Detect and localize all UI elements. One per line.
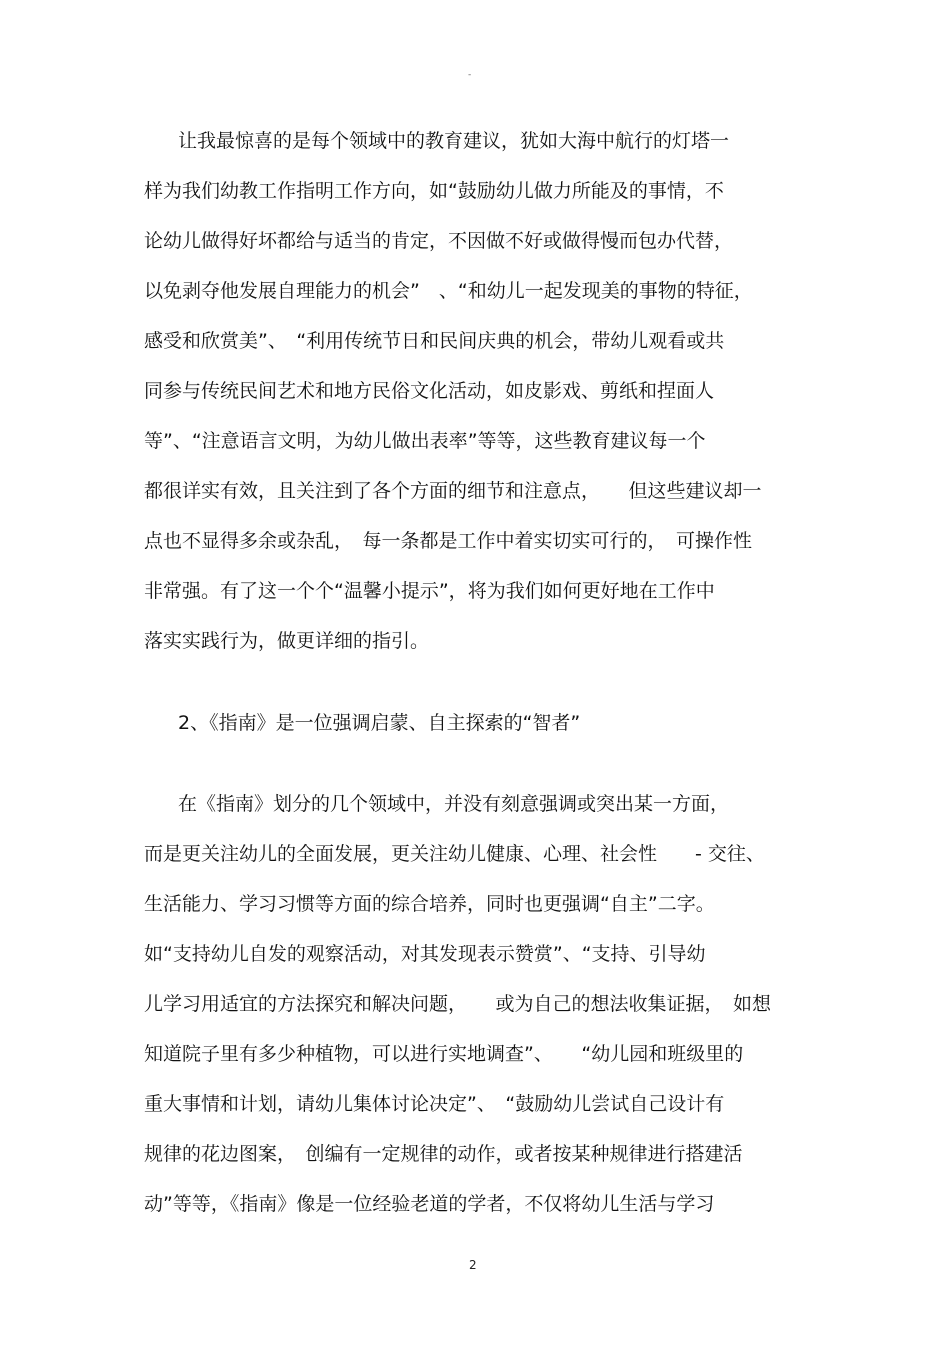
header-mark: - [468,70,472,80]
paragraph-line: 儿学习用适宜的方法探究和解决问题， 或为自己的想法收集证据， 如想 [144,993,772,1015]
paragraph-line: 重大事情和计划，请幼儿集体讨论决定”、 “鼓励幼儿尝试自己设计有 [144,1093,725,1115]
paragraph-line: 感受和欣赏美”、 “利用传统节日和民间庆典的机会，带幼儿观看或共 [144,330,725,352]
page-number: 2 [469,1258,477,1272]
paragraph-line: 以免剥夺他发展自理能力的机会” 、“和幼儿一起发现美的事物的特征， [144,280,753,302]
paragraph-1 [144,128,844,678]
paragraph-line: 非常强。有了这一个个“温馨小提示”，将为我们如何更好地在工作中 [144,580,715,602]
paragraph-line: 落实实践行为，做更详细的指引。 [144,630,430,652]
paragraph-2 [144,791,844,1241]
paragraph-line: 生活能力、学习习惯等方面的综合培养，同时也更强调“自主”二字。 [144,893,715,915]
paragraph-line: 让我最惊喜的是每个领域中的教育建议，犹如大海中航行的灯塔一 [178,130,730,152]
paragraph-line: 同参与传统民间艺术和地方民俗文化活动，如皮影戏、剪纸和捏面人 [144,380,715,402]
section-heading: 2、《指南》是一位强调启蒙、自主探索的“智者” [178,712,581,734]
paragraph-line: 等”、“注意语言文明，为幼儿做出表率”等等，这些教育建议每一个 [144,430,706,452]
paragraph-line: 在《指南》划分的几个领域中，并没有刻意强调或突出某一方面， [178,793,730,815]
paragraph-line: 论幼儿做得好坏都给与适当的肯定，不因做不好或做得慢而包办代替， [144,230,734,252]
paragraph-line: 动”等等，《指南》像是一位经验老道的学者，不仅将幼儿生活与学习 [144,1193,715,1215]
paragraph-line: 样为我们幼教工作指明工作方向，如“鼓励幼儿做力所能及的事情，不 [144,180,724,202]
paragraph-line: 而是更关注幼儿的全面发展，更关注幼儿健康、心理、社会性 - 交往、 [144,843,765,865]
paragraph-line: 知道院子里有多少种植物，可以进行实地调查”、 “幼儿园和班级里的 [144,1043,744,1065]
paragraph-line: 如“支持幼儿自发的观察活动，对其发现表示赞赏”、“支持、引导幼 [144,943,706,965]
paragraph-line: 点也不显得多余或杂乱， 每一条都是工作中着实切实可行的， 可操作性 [144,530,753,552]
paragraph-line: 规律的花边图案， 创编有一定规律的动作，或者按某种规律进行搭建活 [144,1143,743,1165]
paragraph-line: 都很详实有效，且关注到了各个方面的细节和注意点， 但这些建议却一 [144,480,762,502]
